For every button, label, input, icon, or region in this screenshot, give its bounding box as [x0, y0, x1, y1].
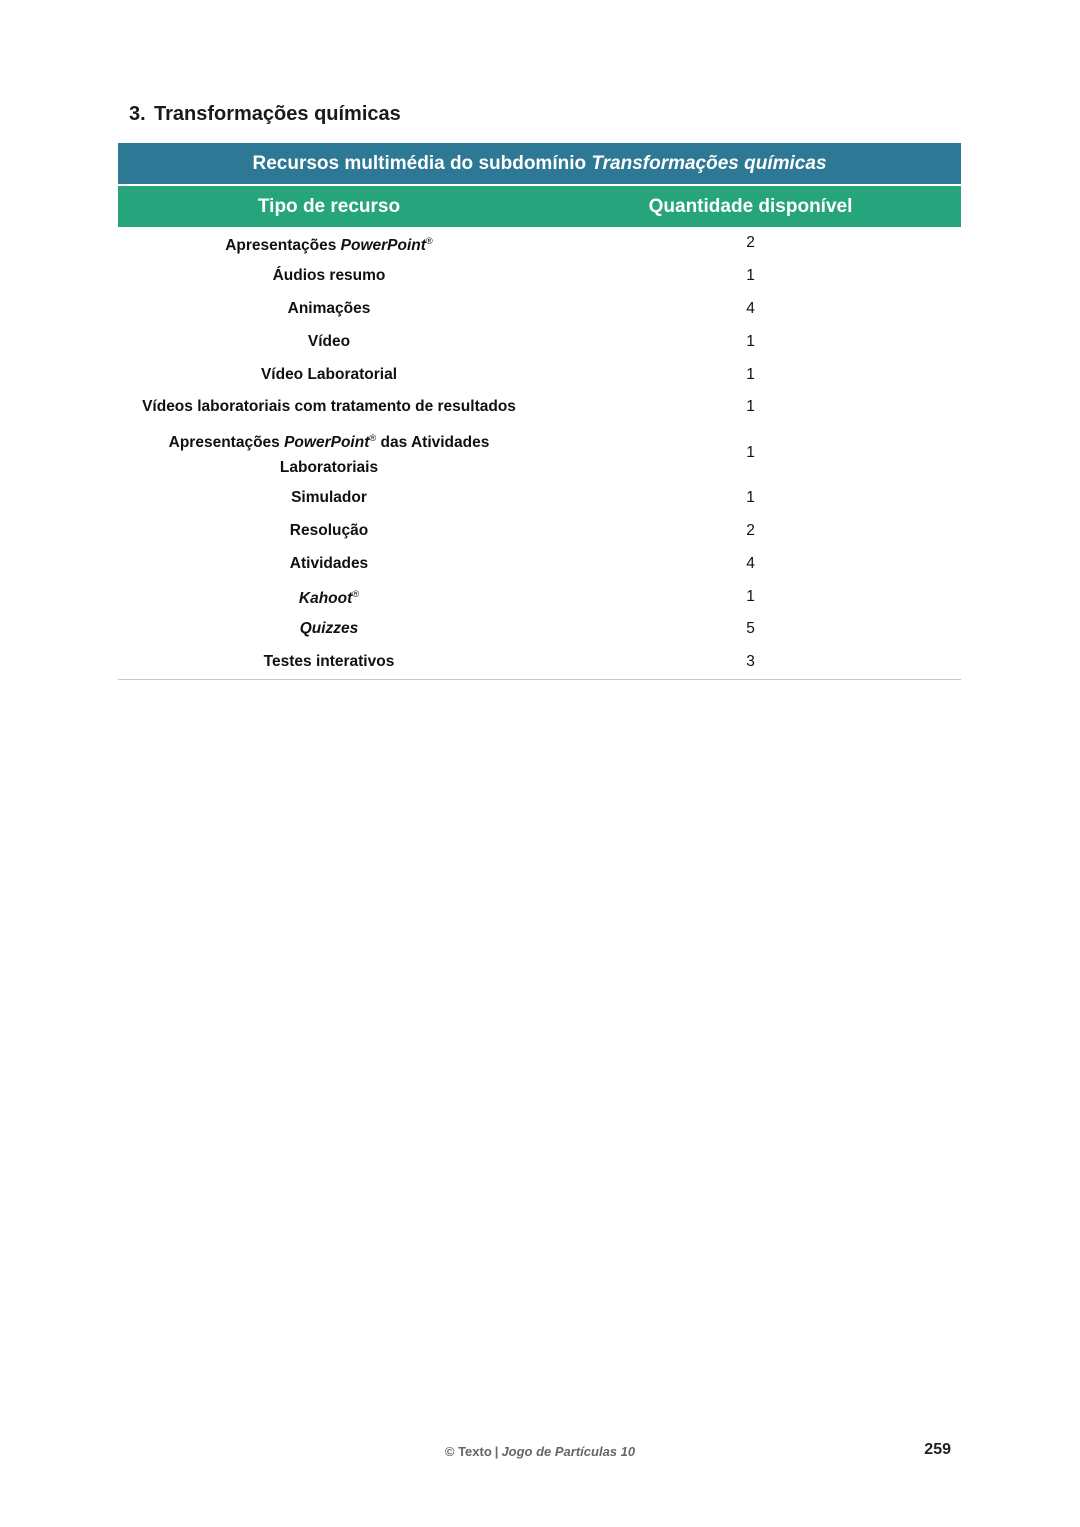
- table-row: [118, 424, 961, 482]
- quantity-cell: 2: [746, 521, 755, 539]
- resource-type-cell: [118, 613, 540, 646]
- resource-type-cell: [118, 391, 540, 424]
- resource-type-cell: [118, 260, 540, 293]
- resource-type-pre: Vídeo Laboratorial: [260, 365, 398, 383]
- resource-type-pre: Vídeo: [307, 332, 351, 350]
- resource-type-pre: Apresentações: [225, 236, 341, 254]
- table-row: [118, 227, 961, 260]
- resource-type-it: PowerPoint: [284, 433, 370, 451]
- table-row: [118, 358, 961, 391]
- resources-table: [118, 143, 961, 680]
- resource-type-pre: Apresentações: [168, 433, 285, 451]
- resource-type-cell: [118, 227, 540, 260]
- resource-type-pre: Animações: [287, 299, 371, 317]
- resource-type-sup: ®: [352, 588, 360, 599]
- resource-type-cell: [118, 293, 540, 326]
- table-row: [118, 260, 961, 293]
- resource-type-it: PowerPoint: [340, 236, 426, 254]
- resource-type-cell: [118, 547, 540, 580]
- table-row: [118, 580, 961, 613]
- resource-type-pre: Testes interativos: [263, 653, 395, 671]
- resource-type-post: das Atividades Laboratoriais: [279, 433, 490, 476]
- quantity-cell: 3: [540, 646, 961, 679]
- quantity-cell: 1: [746, 398, 755, 416]
- resource-type-cell: [118, 515, 540, 548]
- quantity-cell: 5: [746, 620, 755, 638]
- page-footer: [0, 1444, 1080, 1459]
- quantity-cell: 1: [746, 443, 755, 461]
- table-row: [118, 547, 961, 580]
- quantity-cell: 1: [746, 332, 755, 350]
- resource-type-it: Kahoot: [298, 590, 353, 608]
- footer-separator: |: [494, 1444, 499, 1459]
- column-header-quantity: Quantidade disponível: [540, 185, 961, 227]
- resource-type-it: Quizzes: [299, 620, 359, 638]
- column-header-type: Tipo de recurso: [118, 185, 540, 227]
- table-row: [118, 325, 961, 358]
- resource-type-cell: [118, 646, 540, 679]
- resource-type-sup: ®: [425, 235, 433, 246]
- page-number: 259: [924, 1441, 951, 1458]
- quantity-cell: 4: [746, 299, 755, 317]
- quantity-cell: 1: [746, 365, 755, 383]
- table-row: [118, 293, 961, 326]
- resource-type-cell: [118, 424, 540, 482]
- table-caption-row: [118, 143, 961, 185]
- resource-type-cell: [118, 580, 540, 613]
- section-title: Transformações químicas: [154, 103, 401, 125]
- quantity-cell: 2: [746, 234, 755, 252]
- resource-type-pre: Vídeos laboratoriais com tratamento de resultados: [142, 398, 516, 416]
- resource-type-pre: Simulador: [291, 489, 367, 507]
- resource-type-pre: Resolução: [289, 521, 369, 539]
- table-caption: [118, 143, 961, 185]
- resource-type-pre: Áudios resumo: [272, 267, 386, 285]
- section-heading: [129, 103, 401, 126]
- table-row: [118, 391, 961, 424]
- quantity-cell: 4: [746, 554, 755, 572]
- quantity-cell: 1: [746, 489, 755, 507]
- table-row: [118, 482, 961, 515]
- table-row: [118, 515, 961, 548]
- table-row: [118, 646, 961, 679]
- quantity-cell: 1: [746, 267, 755, 285]
- footer-book-title: Jogo de Partículas 10: [501, 1444, 636, 1459]
- section-number: 3.: [129, 103, 146, 125]
- resource-type-pre: Atividades: [289, 554, 369, 572]
- resource-type-cell: [118, 325, 540, 358]
- table-caption-text: Recursos multimédia do subdomínio: [252, 152, 592, 174]
- resource-type-sup: ®: [369, 432, 377, 443]
- table-row: [118, 613, 961, 646]
- resource-type-cell: [118, 358, 540, 391]
- quantity-cell: 1: [746, 587, 755, 605]
- footer-copyright: © Texto: [444, 1444, 492, 1459]
- resource-type-cell: [118, 482, 540, 515]
- table-header-row: [118, 185, 961, 227]
- table-caption-italic: Transformações químicas: [591, 152, 827, 174]
- table-body: [118, 227, 961, 679]
